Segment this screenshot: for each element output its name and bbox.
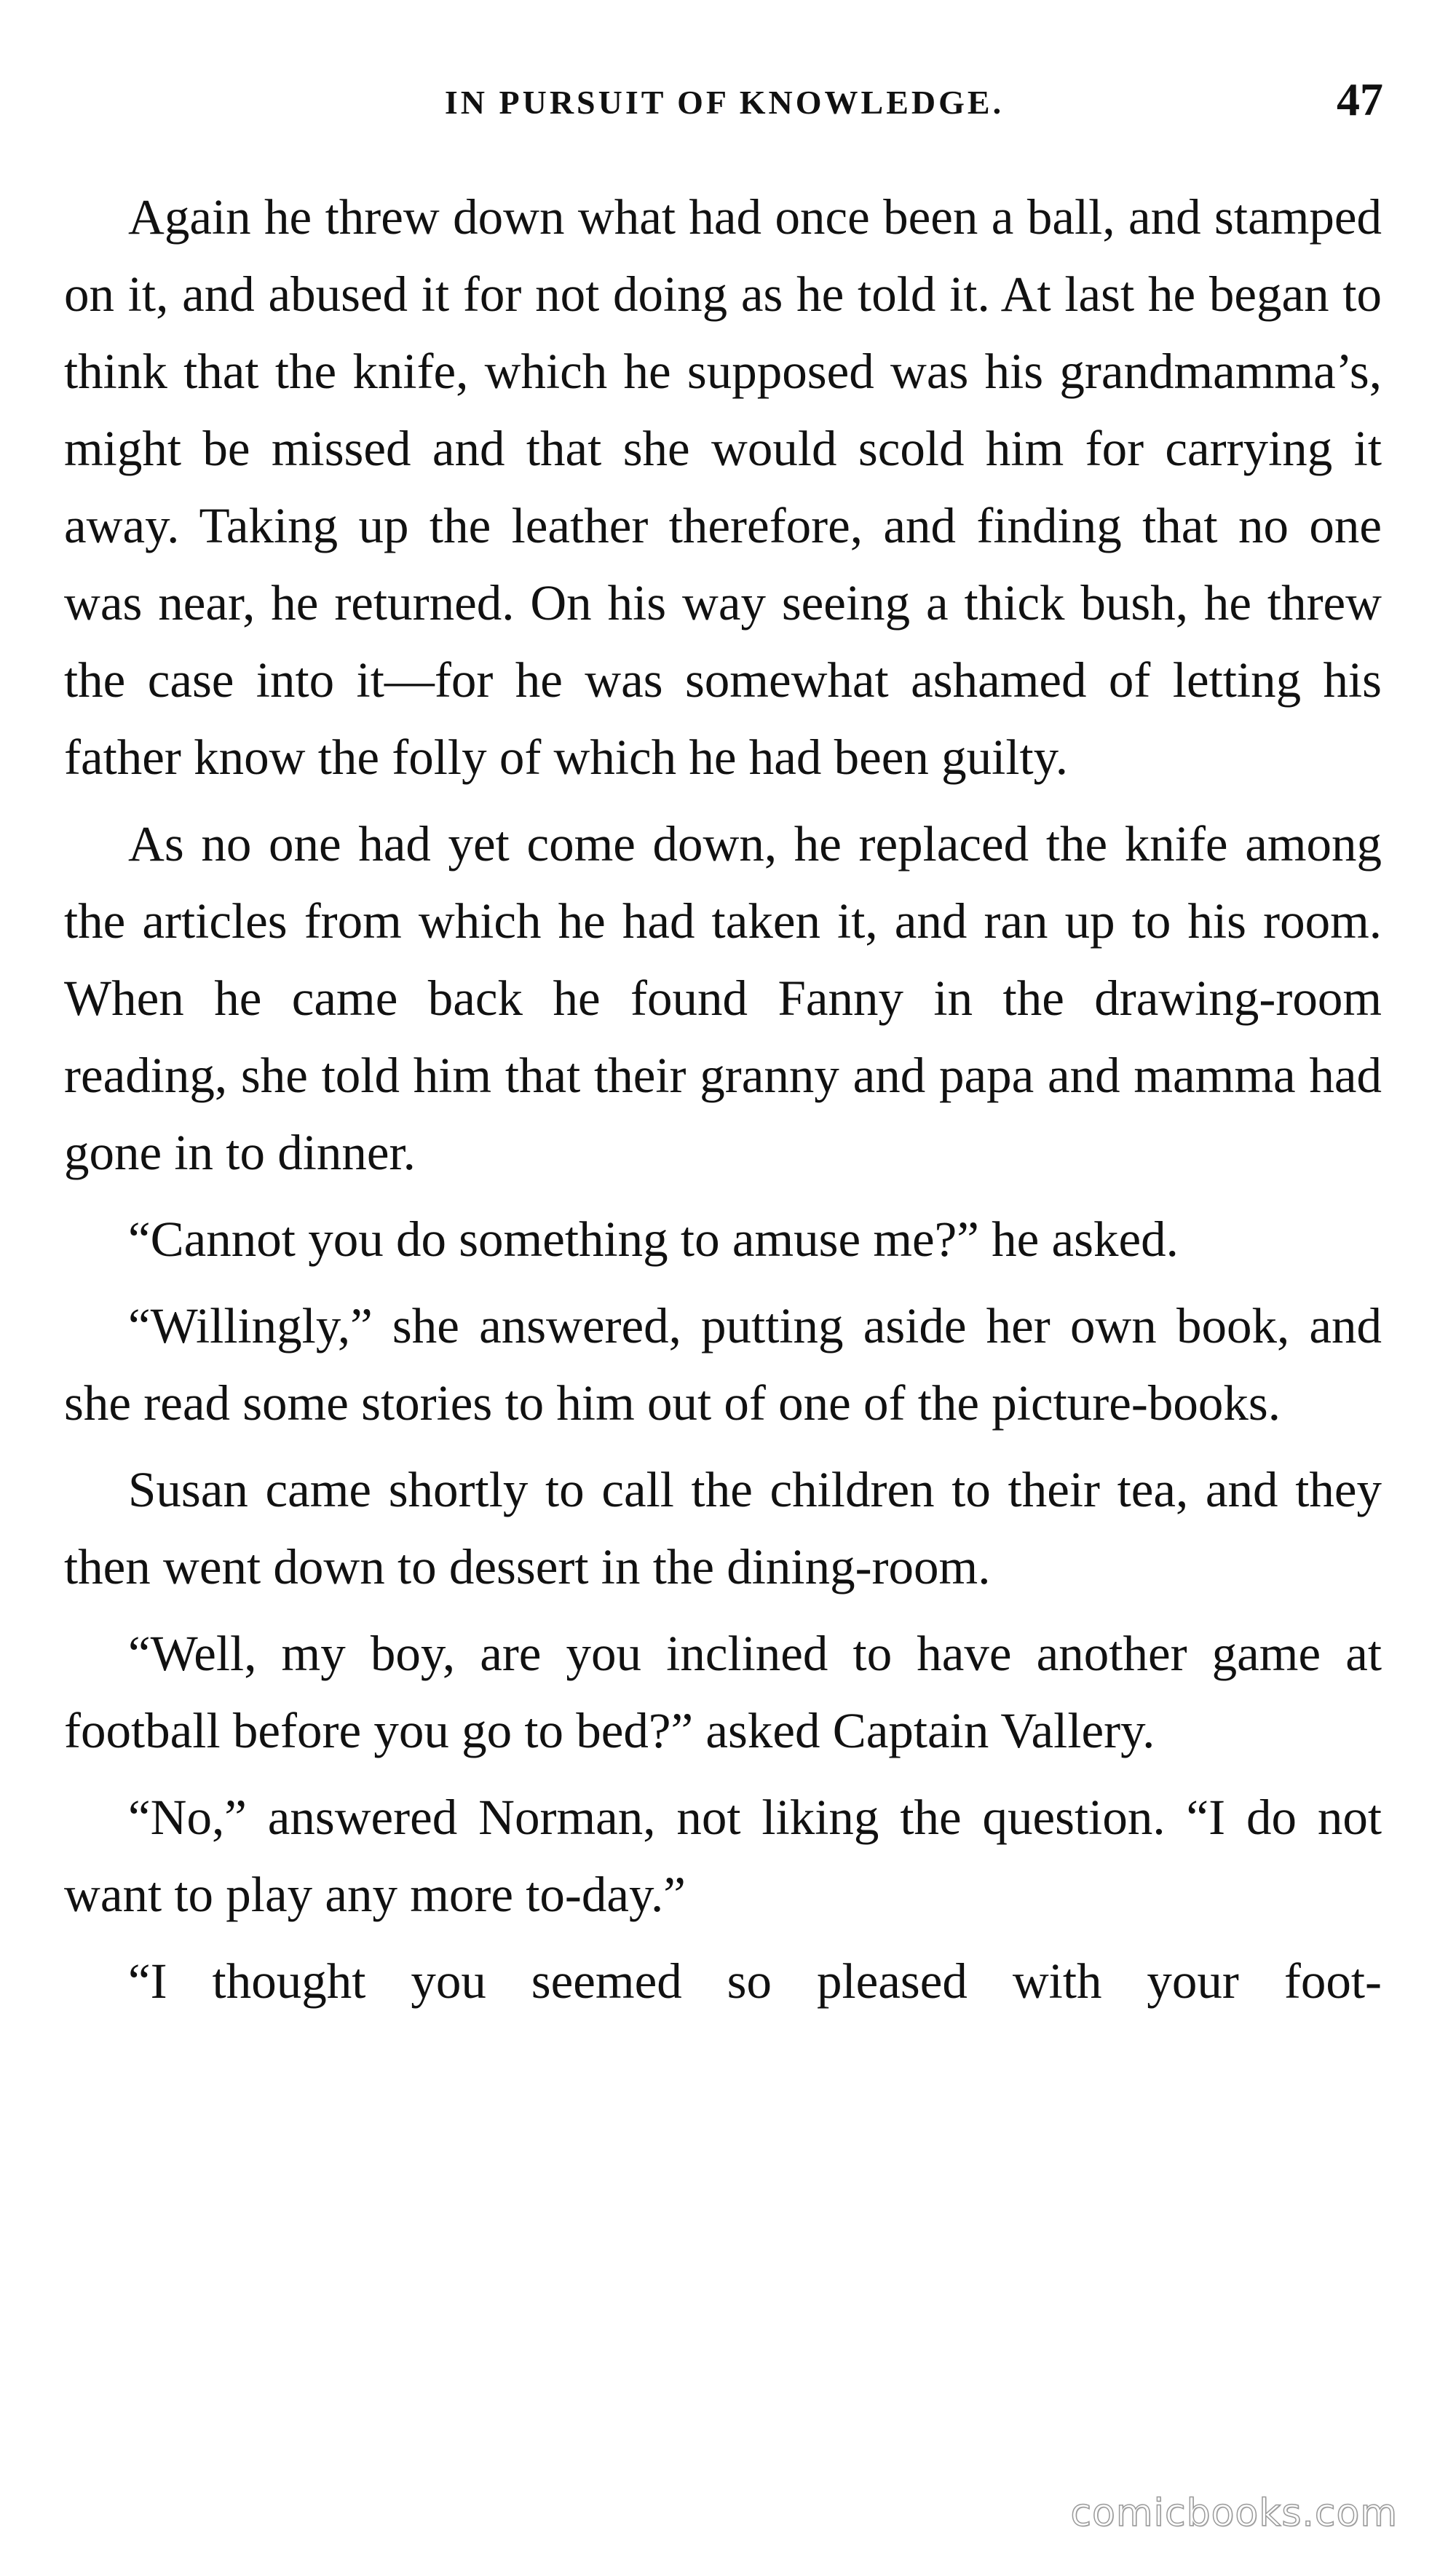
page-number: 47 (1337, 74, 1383, 125)
paragraph: “I thought you seemed so pleased with your foot- (128, 1953, 1382, 2009)
watermark: comicbooks.com (1070, 2491, 1398, 2535)
paragraph: As no one had yet come down, he replaced the knife among the articles from which he had taken it, and ran up to his room. When he came back he found Fanny in the drawing-room reading, she told him that their granny and papa and mamma had gone in to dinner. (64, 816, 1382, 1180)
running-title: IN PURSUIT OF KNOWLEDGE. (444, 84, 1005, 121)
paragraph: “Well, my boy, are you inclined to have another game at football before you go to bed?” asked Captain Vallery. (64, 1626, 1382, 1758)
running-head (66, 67, 1383, 133)
body-text (64, 178, 1382, 2029)
paragraph: “No,” answered Norman, not liking the question. “I do not want to play any more to-day.” (64, 1790, 1382, 1922)
paragraph: Susan came shortly to call the children to their tea, and they then went down to dessert in the dining-room. (64, 1462, 1382, 1594)
paragraph: Again he threw down what had once been a ball, and stamped on it, and abused it for not doing as he told it. At last he began to think that the knife, which he supposed was his grandmamma’s, might be missed and that she would scold him for carrying it away. Taking up the leather therefore, and finding that no one was near, he returned. On his way seeing a thick bush, he threw the case into it—for he was somewhat ashamed of letting his father know the folly of which he had been guilty. (64, 189, 1382, 785)
paragraph: “Cannot you do something to amuse me?” he asked. (128, 1212, 1179, 1267)
paragraph: “Willingly,” she answered, putting aside her own book, and she read some stories to him out of one of the picture-books. (64, 1298, 1382, 1431)
